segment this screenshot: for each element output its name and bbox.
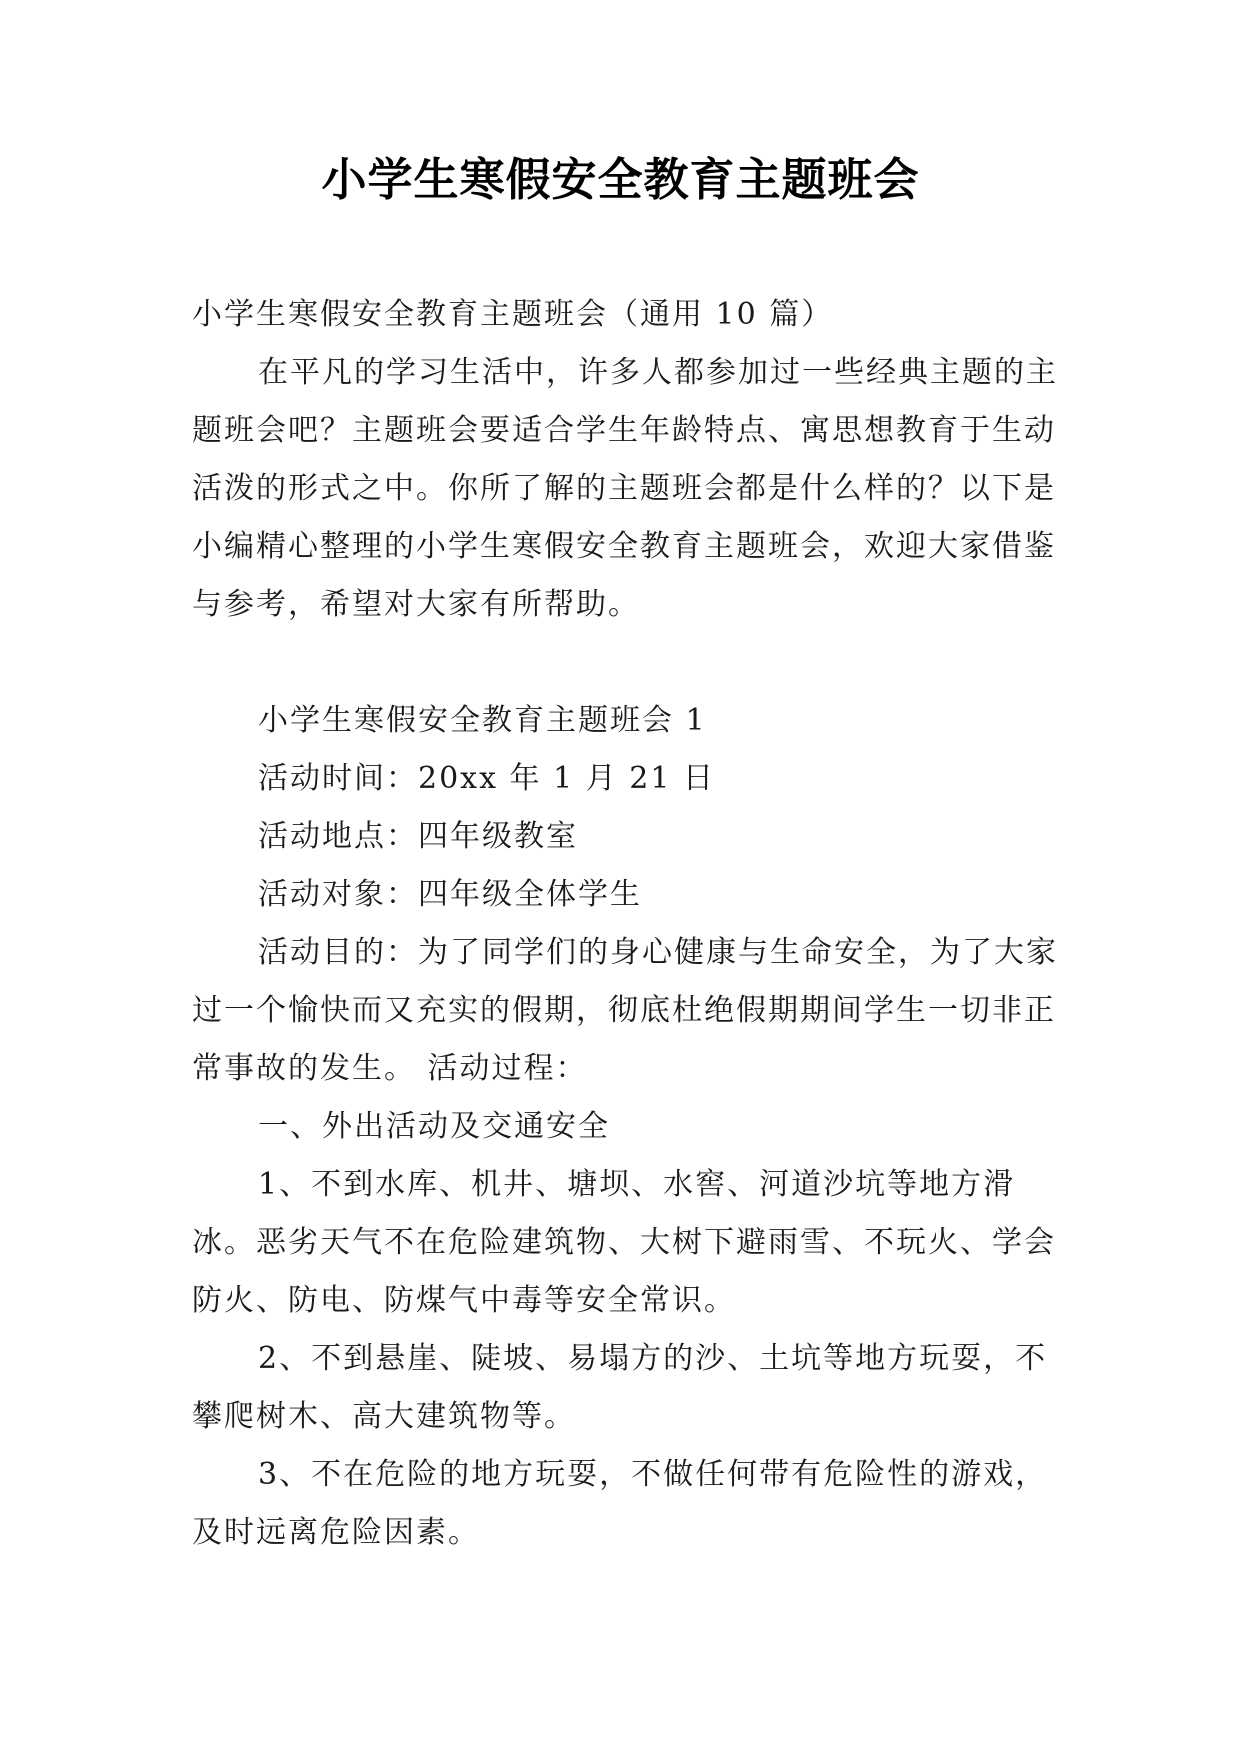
part-heading: 一、外出活动及交通安全 bbox=[258, 1109, 610, 1144]
activity-purpose: 活动目的：为了同学们的身心健康与生命安全，为了大家过一个愉快而又充实的假期，彻底杜绝假期期间学生一切非正常事故的发生。 活动过程： bbox=[192, 935, 1058, 1086]
document-body bbox=[192, 286, 1058, 1562]
activity-target: 活动对象：四年级全体学生 bbox=[258, 877, 642, 912]
list-item: 2、不到悬崖、陡坡、易塌方的沙、土坑等地方玩耍，不攀爬树木、高大建筑物等。 bbox=[192, 1341, 1048, 1434]
activity-place: 活动地点：四年级教室 bbox=[258, 819, 578, 854]
list-item: 3、不在危险的地方玩耍，不做任何带有危险性的游戏，及时远离危险因素。 bbox=[192, 1457, 1048, 1550]
document-title: 小学生寒假安全教育主题班会 bbox=[321, 153, 920, 206]
activity-time: 活动时间：20xx 年 1 月 21 日 bbox=[258, 761, 715, 796]
intro-paragraph: 在平凡的学习生活中，许多人都参加过一些经典主题的主题班会吧？主题班会要适合学生年龄特点、寓思想教育于生动活泼的形式之中。你所了解的主题班会都是什么样的？以下是小编精心整理的小学生寒假安全教育主题班会，欢迎大家借鉴与参考，希望对大家有所帮助。 bbox=[192, 355, 1058, 622]
section-heading: 小学生寒假安全教育主题班会 1 bbox=[258, 703, 707, 738]
document-subtitle: 小学生寒假安全教育主题班会（通用 10 篇） bbox=[192, 297, 834, 332]
list-item: 1、不到水库、机井、塘坝、水窖、河道沙坑等地方滑冰。恶劣天气不在危险建筑物、大树下避雨雪、不玩火、学会防火、防电、防煤气中毒等安全常识。 bbox=[192, 1167, 1056, 1318]
